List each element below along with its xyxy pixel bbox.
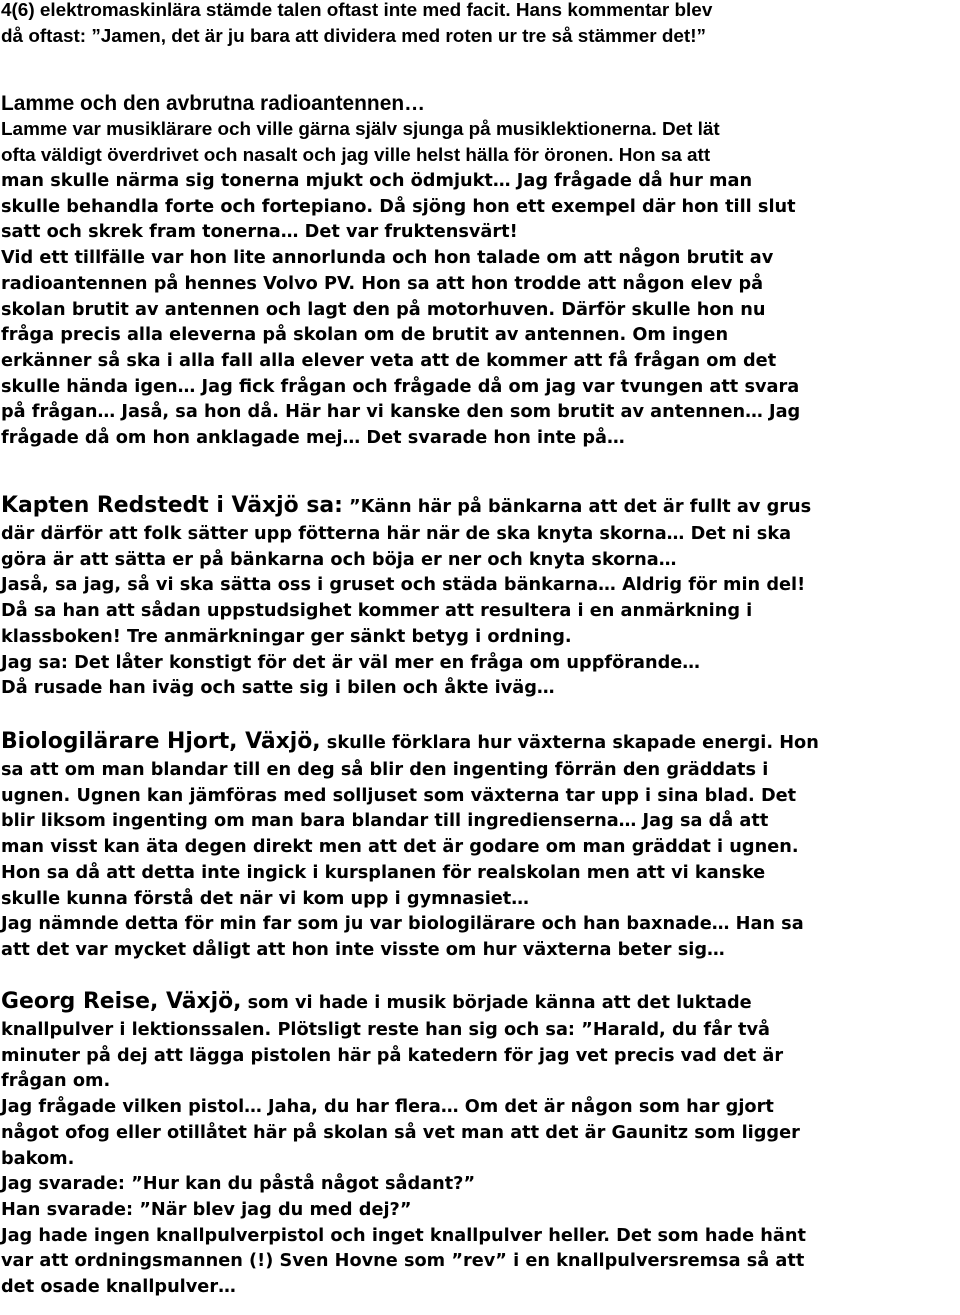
lamme-section (0, 91, 960, 452)
text-line: då oftast: ”Jamen, det är ju bara att dividera med roten ur tre så stämmer det!” (1, 26, 706, 47)
text-line: knallpulver i lektionssalen. Plötsligt reste han sig och sa: ”Harald, du får två (1, 1020, 770, 1040)
text-line: Vid ett tillfälle var hon lite annorlunda och hon talade om att någon brutit av (1, 248, 774, 269)
text-line: att det var mycket dåligt att hon inte visste om hur växterna beter sig… (1, 939, 725, 960)
text-line: 4(6) elektromaskinlära stämde talen oftast inte med facit. Hans kommentar blev (1, 0, 713, 21)
section-heading: Lamme och den avbrutna radioantennen… (1, 92, 426, 115)
text-line: skulle behandla forte och fortepiano. Då sjöng hon ett exempel där hon till slut (1, 196, 796, 217)
text-line: Georg Reise, Växjö, som vi hade i musik började känna att det luktade (1, 989, 752, 1014)
text-line: Lamme var musiklärare och ville gärna själv sjunga på musiklektionerna. Det lät (1, 119, 720, 140)
section-heading: Biologilärare Hjort, Växjö, (1, 729, 321, 754)
text-line: något ofog eller otillåtet här på skolan så vet man att det är Gaunitz som ligger (1, 1122, 800, 1143)
text-line: på frågan… Jaså, sa hon då. Här har vi kanske den som brutit av antennen… Jag (1, 402, 801, 423)
text-line: skulle kunna förstå det när vi kom upp i gymnasiet… (1, 888, 529, 909)
text-line: radioantennen på hennes Volvo PV. Hon sa att hon trodde att någon elev på (1, 273, 764, 294)
text-line: Jag sa: Det låter konstigt för det är väl mer en fråga om uppförande… (1, 652, 700, 673)
text-line: var att ordningsmannen (!) Sven Hovne som ”rev” i en knallpulversremsa så att (1, 1251, 805, 1272)
text-line: klassboken! Tre anmärkningar ger sänkt betyg i ordning. (1, 626, 572, 647)
section-heading: Georg Reise, Växjö, (1, 989, 242, 1014)
section-heading: Kapten Redstedt i Växjö sa: (1, 493, 343, 518)
text-line: Då rusade han iväg och satte sig i bilen och åkte iväg… (1, 678, 555, 699)
text-line: skolan brutit av antennen och lagt den på motorhuven. Därför skulle hon nu (1, 299, 766, 320)
text-line: göra är att sätta er på bänkarna och böja er ner och knyta skorna… (1, 549, 677, 570)
text-line: där därför att folk sätter upp fötterna här när de ska knyta skorna… Det ni ska (1, 524, 792, 544)
text-line: Biologilärare Hjort, Växjö, skulle förklara hur växterna skapade energi. Hon (1, 729, 819, 754)
text-line: Jag svarade: ”Hur kan du påstå något sådant?” (1, 1174, 476, 1195)
text-line: bakom. (1, 1148, 75, 1169)
text-line: frågan om. (1, 1071, 111, 1092)
text-line: frågade då om hon anklagade mej… Det svarade hon inte på… (1, 428, 625, 449)
text-line: Han svarade: ”När blev jag du med dej?” (1, 1199, 412, 1220)
text-line: satt och skrek fram tonerna… Det var fruktensvärt! (1, 222, 518, 243)
reise-section (0, 987, 960, 1301)
text-line: man skulle närma sig tonerna mjukt och ödmjukt… Jag frågade då hur man (1, 171, 753, 191)
text-line: man visst kan äta degen direkt men att det är godare om man gräddat i ugnen. (1, 837, 799, 858)
redstedt-section (0, 491, 960, 702)
text-line: sa att om man blandar till en deg så blir den ingenting förrän den gräddats i (1, 760, 769, 780)
text-line: fråga precis alla eleverna på skolan om de brutit av antennen. Om ingen (1, 325, 729, 346)
text-line: Jaså, sa jag, så vi ska sätta oss i gruset och städa bänkarna… Aldrig för min del! (1, 575, 806, 596)
text-line: blir liksom ingenting om man bara blandar till ingredienserna… Jag sa då att (1, 811, 769, 832)
text-line: Jag frågade vilken pistol… Jaha, du har flera… Om det är någon som har gjort (1, 1097, 774, 1118)
intro-paragraph (0, 0, 960, 50)
text-line: ugnen. Ugnen kan jämföras med solljuset som växterna tar upp i sina blad. Det (1, 785, 797, 806)
text-line: Kapten Redstedt i Växjö sa: ”Känn här på bänkarna att det är fullt av grus (1, 493, 812, 518)
text-line: Jag nämnde detta för min far som ju var biologilärare och han baxnade… Han sa (1, 914, 804, 935)
text-line: Hon sa då att detta inte ingick i kursplanen för realskolan men att vi kanske (1, 862, 766, 883)
text-line: skulle hända igen… Jag fick frågan och frågade då om jag var tvungen att svara (1, 376, 800, 397)
text-line: Jag hade ingen knallpulverpistol och inget knallpulver heller. Det som hade hänt (1, 1225, 806, 1246)
text-line: Då sa han att sådan uppstudsighet kommer att resultera i en anmärkning i (1, 601, 753, 622)
text-line: minuter på dej att lägga pistolen här på katedern för jag vet precis vad det är (1, 1045, 784, 1066)
text-line: ofta väldigt överdrivet och nasalt och jag ville helst hälla för öronen. Hon sa att (1, 145, 711, 166)
hjort-section (0, 727, 960, 964)
text-line: erkänner så ska i alla fall alla elever veta att de kommer att få frågan om det (1, 350, 777, 371)
text-line: det osade knallpulver… (1, 1277, 236, 1298)
